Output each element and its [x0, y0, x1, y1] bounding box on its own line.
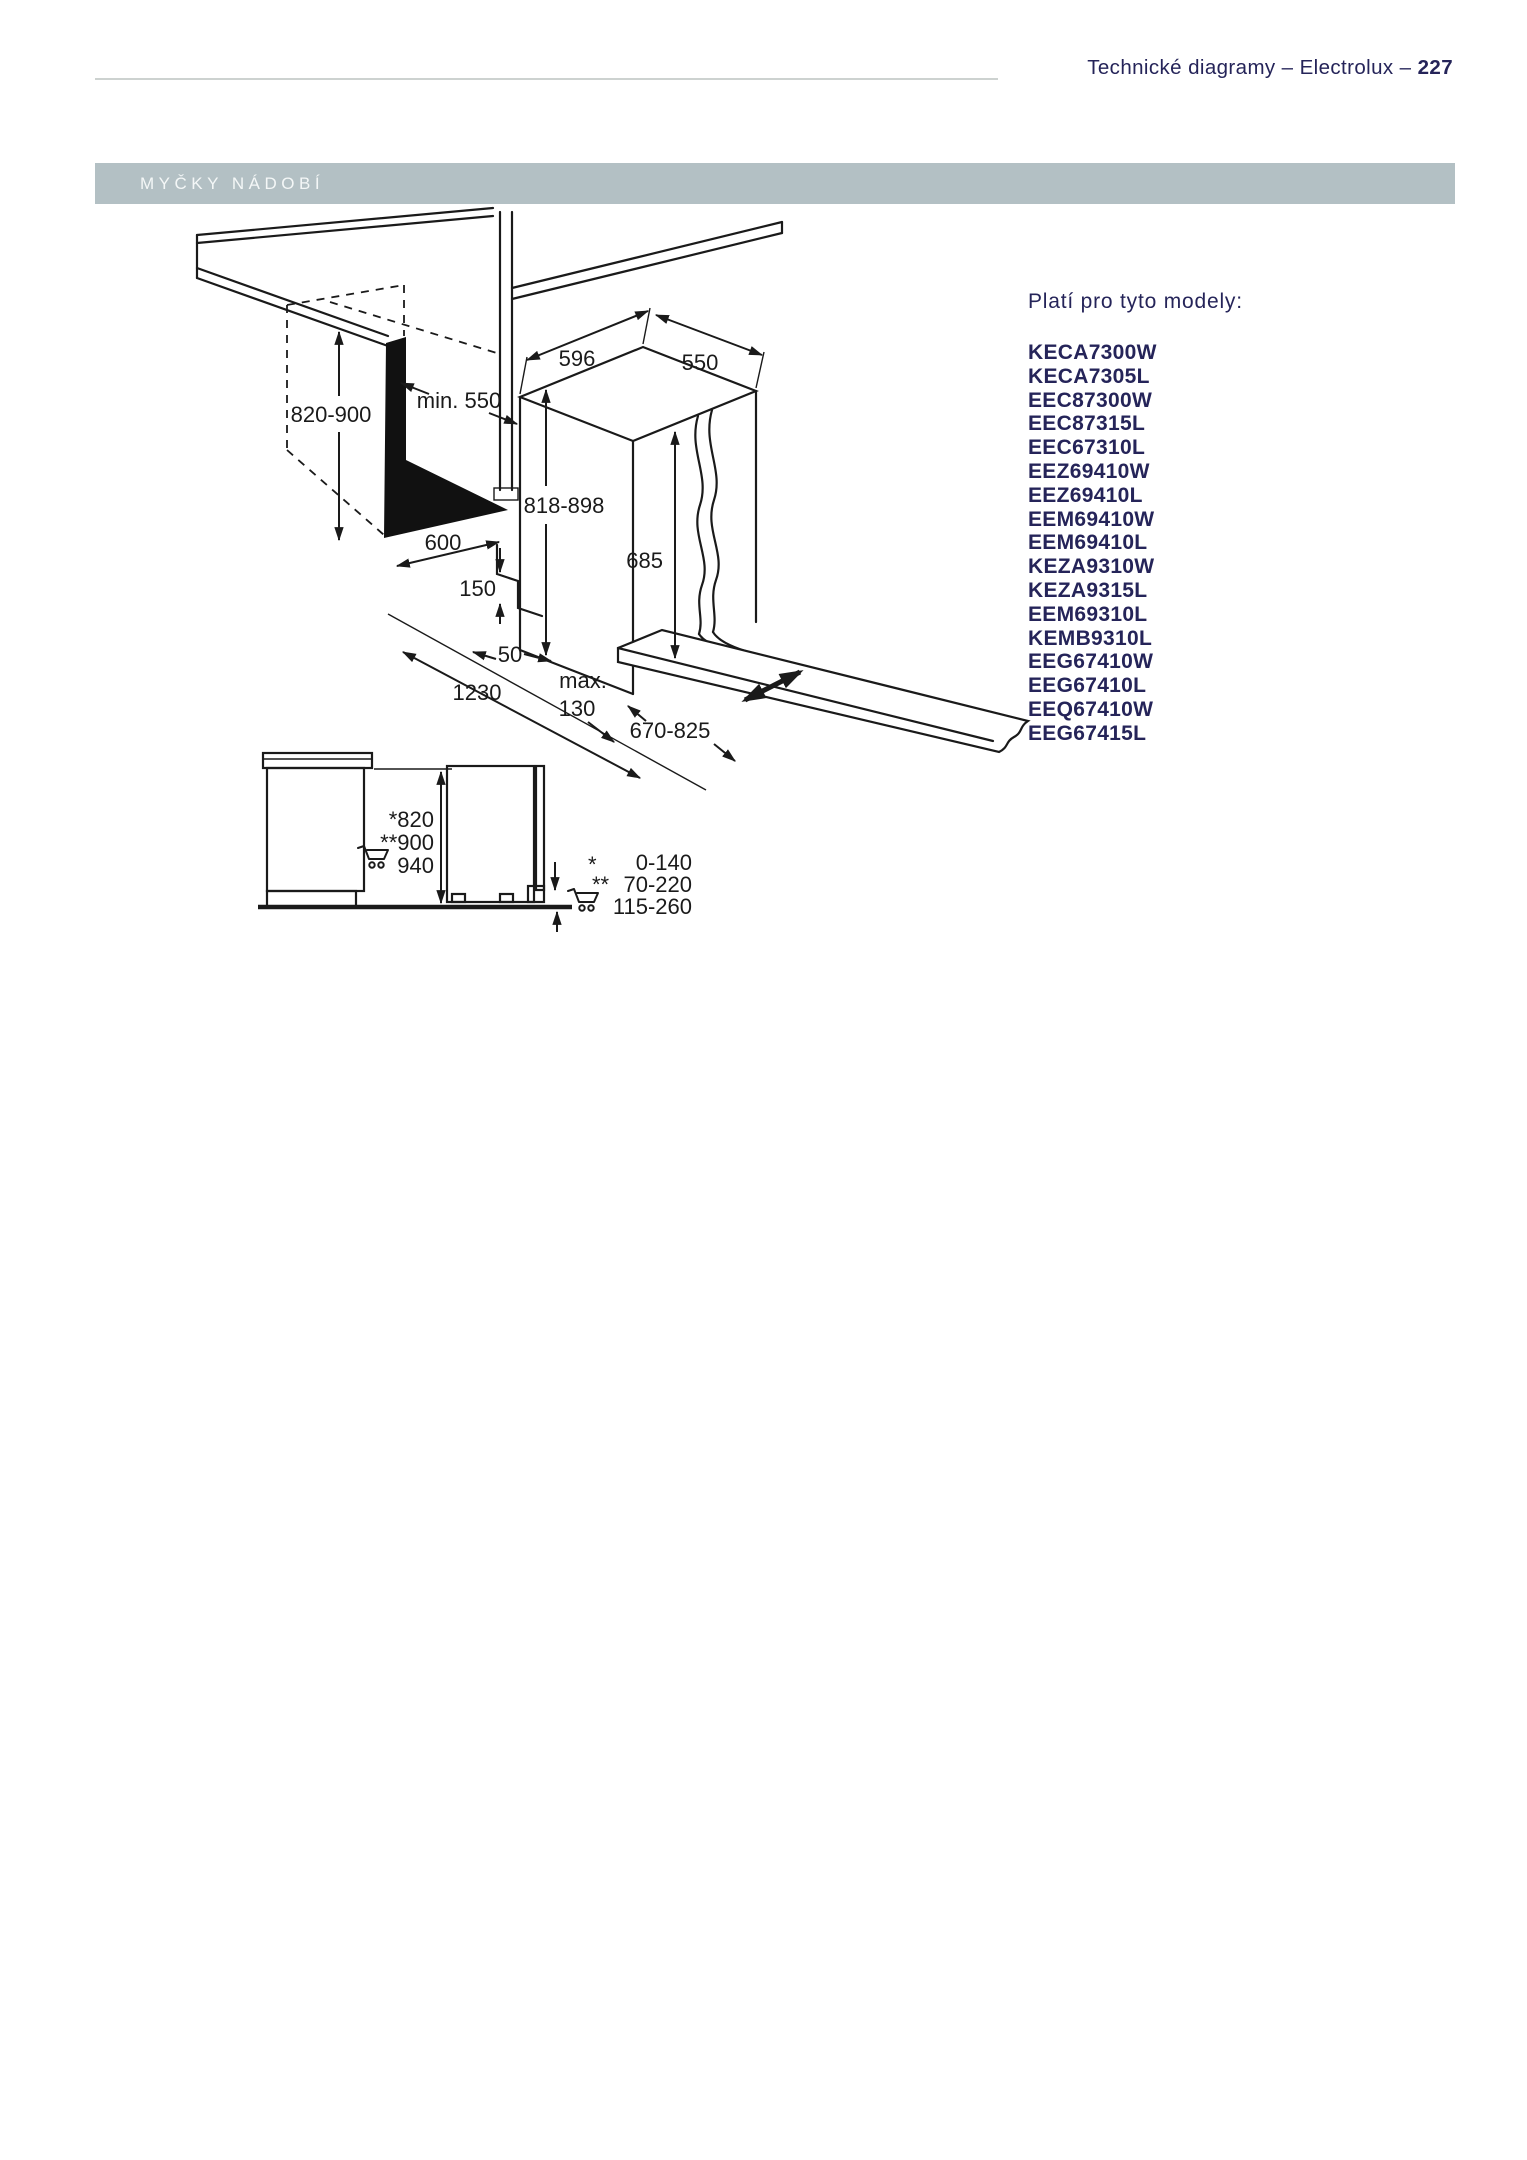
model-item: EEG67410W [1028, 650, 1154, 674]
model-item: EEQ67410W [1028, 697, 1154, 721]
model-item: EEM69410W [1028, 507, 1155, 531]
dim-550: 550 [681, 350, 719, 375]
dim-50: 50 [497, 642, 523, 667]
header-title: Technické diagramy – Electrolux – [1087, 56, 1412, 79]
dim-150: 150 [459, 576, 496, 601]
adj-2star: ** [592, 872, 610, 897]
model-item: EEC87315L [1028, 412, 1146, 436]
dim-star-820: *820 [388, 807, 434, 832]
dim-130: 130 [558, 696, 596, 721]
counter-outline [197, 208, 782, 346]
model-item: EEG67415L [1028, 721, 1147, 745]
models-heading: Platí pro tyto modely: [1028, 290, 1243, 313]
model-item: EEG67410L [1028, 674, 1147, 698]
model-item: EEZ69410L [1028, 483, 1143, 507]
model-item: KEZA9315L [1028, 578, 1148, 602]
model-item: KEZA9310W [1028, 555, 1155, 579]
dim-600: 600 [424, 530, 462, 555]
dim-2star-900: **900 [380, 830, 434, 855]
page-number: 227 [1417, 56, 1453, 79]
side-view-dishwasher [447, 766, 544, 902]
dim-685: 685 [626, 548, 663, 573]
model-item: KEMB9310L [1028, 626, 1153, 650]
model-item: EEC67310L [1028, 436, 1146, 460]
model-item: EEZ69410W [1028, 459, 1150, 483]
model-item: KECA7300W [1028, 341, 1157, 364]
niche-shadow [384, 337, 508, 538]
adj-0-140: 0-140 [635, 850, 692, 875]
section-title: MYČKY NÁDOBÍ [140, 174, 325, 193]
dim-min550: min. 550 [416, 388, 502, 413]
model-item: EEC87300W [1028, 388, 1153, 412]
dim-596: 596 [558, 346, 596, 371]
dim-820-900: 820-900 [290, 402, 372, 427]
model-item: EEM69410L [1028, 531, 1148, 555]
dim-max: max. [559, 668, 607, 693]
adj-70-220: 70-220 [623, 872, 692, 897]
adj-115-260: 115-260 [612, 894, 692, 919]
adj-star: * [588, 852, 597, 877]
dim-818-898: 818-898 [523, 493, 605, 518]
side-view-cabinet [263, 753, 372, 907]
model-item: KECA7305L [1028, 364, 1150, 388]
dim-cart-940: 940 [397, 853, 434, 878]
dim-1230: 1230 [452, 680, 502, 705]
dim-670-825: 670-825 [629, 718, 711, 743]
model-item: EEM69310L [1028, 602, 1148, 626]
divider-panel [494, 212, 518, 500]
